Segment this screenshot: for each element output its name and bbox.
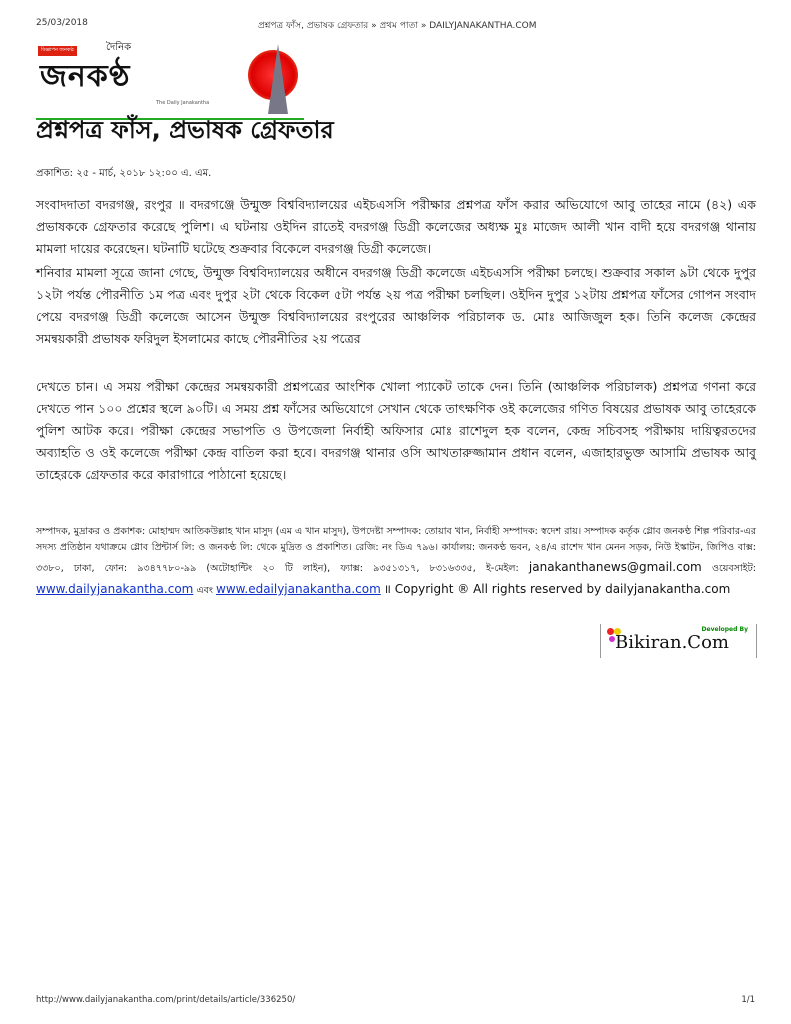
print-page-number: 1/1 [741,995,755,1005]
print-page-title: প্রশ্নপত্র ফাঁস, প্রভাষক গ্রেফতার » প্রথম পাতা » DAILYJANAKANTHA.COM [258,21,537,31]
logo-name: জনকণ্ঠ [40,59,131,94]
print-url: http://www.dailyjanakantha.com/print/details/article/336250/ [36,995,296,1005]
developer-label: Developed By [701,626,748,633]
article-paragraph: দেখতে চান। এ সময় পরীক্ষা কেন্দ্রের সমন্বয়কারী প্রশ্নপত্রের আংশিক খোলা প্যাকেট তাকে দেন। তিনি (আঞ্চলিক পরিচালক) প্রশ্নপত্র গণনা করে দেখতে পান ১০০ প্রশ্নের স্থলে ৯০টি। এ সময় প্রশ্ন ফাঁসের অভিযোগে সেখান থেকে তাৎক্ষণিক ওই কলেজের গণিত বিষয়ের প্রভাষক আবু তাহেরকে পুলিশ আটক করে। পরীক্ষা কেন্দ্রের সভাপতি ও উপজেলা নির্বাহী অফিসার মোঃ রাশেদুল হক বলেন, কেন্দ্র সচিবসহ পরীক্ষায় দায়িত্বরতদের অব্যাহতি ও ওই কলেজে পরীক্ষা কেন্দ্র বাতিল করা হবে। বদরগঞ্জ থানার ওসি আখতারুজ্জামান প্রধান বলেন, এজাহারভুক্ত আসামি প্রভাষক আবু তাহেরকে গ্রেফতার করে কারাগারে পাঠানো হয়েছে। [36,379,756,482]
developer-name: Bikiran.Com [615,632,729,653]
article-paragraph: সংবাদদাতা বদরগঞ্জ, রংপুর ॥ বদরগঞ্জে উন্মুক্ত বিশ্ববিদ্যালয়ের এইচএসসি পরীক্ষার প্রশ্নপত্র ফাঁস করার অভিযোগে আবু তাহের নামে (৪২) এক প্রভাষককে গ্রেফতার করেছে পুলিশ। এ ঘটনায় ওইদিন রাতেই বদরগঞ্জ ডিগ্রী কলেজের অধ্যক্ষ মুঃ মাজেদ আলী খান বাদী হয়ে বদরগঞ্জ থানায় মামলা দায়ের করেছেন। ঘটনাটি ঘটেছে শুক্রবার বিকেলে বদরগঞ্জ ডিগ্রী কলেজে। [36,197,756,256]
link-dailyjanakantha[interactable]: www.dailyjanakantha.com [36,582,194,596]
published-date: প্রকাশিত: ২৫ - মার্চ, ২০১৮ ১২:০০ এ. এম. [36,168,212,179]
print-date: 25/03/2018 [36,18,88,28]
article-title: প্রশ্নপত্র ফাঁস, প্রভাষক গ্রেফতার [36,116,334,144]
footer-copyright: ॥ Copyright ® All rights reserved by dailyjanakantha.com [383,582,731,596]
site-footer [36,524,756,600]
footer-website-label: ওয়েবসাইট: [711,563,756,574]
developer-badge[interactable] [600,624,757,658]
footer-imprint: সম্পাদক, মুদ্রাকর ও প্রকাশক: মোহাম্মদ আতিকউল্লাহ খান মাসুদ (এম এ খান মাসুদ), উপদেষ্টা সম্পাদক: তোয়াব খান, নির্বাহী সম্পাদক: স্বদেশ রায়। সম্পাদক কর্তৃক গ্লোব জনকণ্ঠ শিল্প পরিবার-এর সদস্য প্রতিষ্ঠান যথাক্রমে গ্লোব প্রিন্টার্স লি: ও জনকণ্ঠ লি: থেকে মুদ্রিত ও প্রকাশিত। রেজি: নং ডিএ ৭৯৬। কার্যালয়: জনকণ্ঠ ভবন, ২৪/এ রাশেদ খান মেনন সড়ক, নিউ ইস্কাটন, জিপিও বাক্স: ৩৩৮০, ঢাকা, ফোন: ৯৩৪৭৭৮০-৯৯ (অটোহান্টিং ২০ টি লাইন), ফ্যাক্স: ৯৩৫১৩১৭, ৮৩১৬৩৩৫, ই-মেইল: [36,526,756,574]
footer-email: janakanthanews@gmail.com [528,560,702,574]
monument-icon [268,44,288,114]
footer-and: এবং [196,585,213,596]
link-edailyjanakantha[interactable]: www.edailyjanakantha.com [216,582,381,596]
dot-icon [607,628,614,635]
logo-small-text: দৈনিক [106,42,132,53]
logo-subtitle: The Daily Janakantha [156,100,210,106]
article-paragraph: শনিবার মামলা সূত্রে জানা গেছে, উন্মুক্ত বিশ্ববিদ্যালয়ের অধীনে বদরগঞ্জ ডিগ্রী কলেজে এইচএসসি পরীক্ষা চলছে। শুক্রবার সকাল ৯টা থেকে দুপুর ১২টা পর্যন্ত পৌরনীতি ১ম পত্র এবং দুপুর ২টা থেকে বিকেল ৫টা পর্যন্ত ২য় পত্র পরীক্ষা চলছিল। ওইদিন দুপুর ১২টায় প্রশ্নপত্র ফাঁসের গোপন সংবাদ পেয়ে বদরগঞ্জ ডিগ্রী কলেজে আসেন উন্মুক্ত বিশ্ববিদ্যালয়ের রংপুরের আঞ্চলিক পরিচালক ড. মোঃ আজিজুল হক। তিনি কলেজ কেন্দ্রের সমন্বয়কারী প্রভাষক ফরিদুল ইসলামের কাছে পৌরনীতির ২য় পত্রের [36,265,756,346]
janakantha-logo[interactable] [36,38,304,120]
logo-tag: বিজ্ঞাপন জনকণ্ঠ [38,46,77,56]
